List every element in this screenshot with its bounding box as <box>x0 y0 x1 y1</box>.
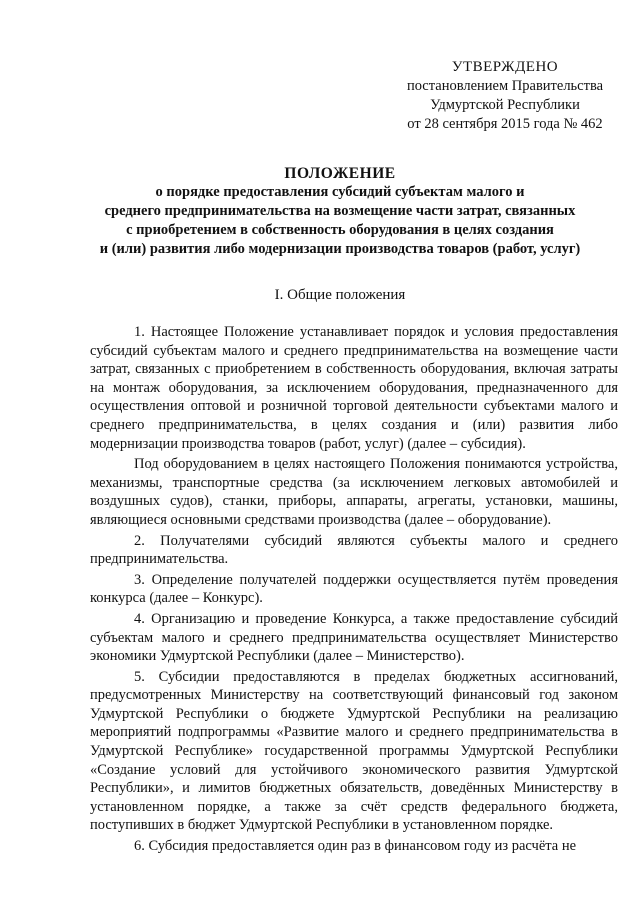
heading-line-3: с приобретением в собственность оборудования в целях создания <box>126 222 554 238</box>
paragraph-1: 1. Настоящее Положение устанавливает порядок и условия предоставления субсидий субъектам малого и среднего предпринимательства на возмещение части затрат, связанных с приобретением в собственность оборудования, включая затраты на монтаж оборудования, за исключением оборудования, предназначенного для осуществления оптовой и розничной торговой деятельности субъектами малого и среднего предпринимательства, в целях создания и (или) развития либо модернизации производства товаров (работ, услуг) (далее – субсидия). <box>90 324 618 452</box>
document-title: ПОЛОЖЕНИЕ <box>284 165 396 182</box>
approval-line-2: Удмуртской Республики <box>430 97 580 113</box>
document-heading <box>60 164 620 259</box>
heading-line-4: и (или) развития либо модернизации производства товаров (работ, услуг) <box>99 241 581 257</box>
section-title: I. Общие положения <box>274 287 406 303</box>
paragraph-6: 5. Субсидии предоставляются в пределах бюджетных ассигнований, предусмотренных Министерству на соответствующий финансовый год законом Удмуртской Республики о бюджете Удмуртской Республики на реализацию мероприятий подпрограммы «Развитие малого и среднего предпринимательства в Удмуртской Республике» государственной программы Удмуртской Республики «Создание условий для устойчивого экономического развития Удмуртской Республики», и лимитов бюджетных обязательств, доведённых Министерству в установленном порядке, а также за счёт средств федерального бюджета, поступивших в бюджет Удмуртской Республики в установленном порядке. <box>90 668 618 834</box>
paragraph-4: 3. Определение получателей поддержки осуществляется путём проведения конкурса (далее – Конкурс). <box>90 571 618 607</box>
heading-line-2: среднего предпринимательства на возмещение части затрат, связанных <box>104 203 576 219</box>
document-body <box>90 323 618 858</box>
approval-stamp <box>390 58 620 134</box>
approval-line-3: от 28 сентября 2015 года № 462 <box>407 116 603 132</box>
paragraph-5: 4. Организацию и проведение Конкурса, а также предоставление субсидий субъектам малого и среднего предпринимательства осуществляет Министерство экономики Удмуртской Республики (далее – Министерство). <box>90 610 618 665</box>
paragraph-2: Под оборудованием в целях настоящего Положения понимаются устройства, механизмы, транспортные средства (за исключением легковых автомобилей и воздушных судов), станки, приборы, аппараты, агрегаты, установки, машины, являющиеся основными средствами производства (далее – оборудование). <box>90 456 618 528</box>
approval-line-1: постановлением Правительства <box>406 78 604 94</box>
paragraph-3: 2. Получателями субсидий являются субъекты малого и среднего предпринимательства. <box>90 532 618 568</box>
heading-line-1: о порядке предоставления субсидий субъектам малого и <box>155 184 525 200</box>
approval-title: УТВЕРЖДЕНО <box>451 59 559 75</box>
paragraph-7: 6. Субсидия предоставляется один раз в финансовом году из расчёта не <box>134 838 577 855</box>
